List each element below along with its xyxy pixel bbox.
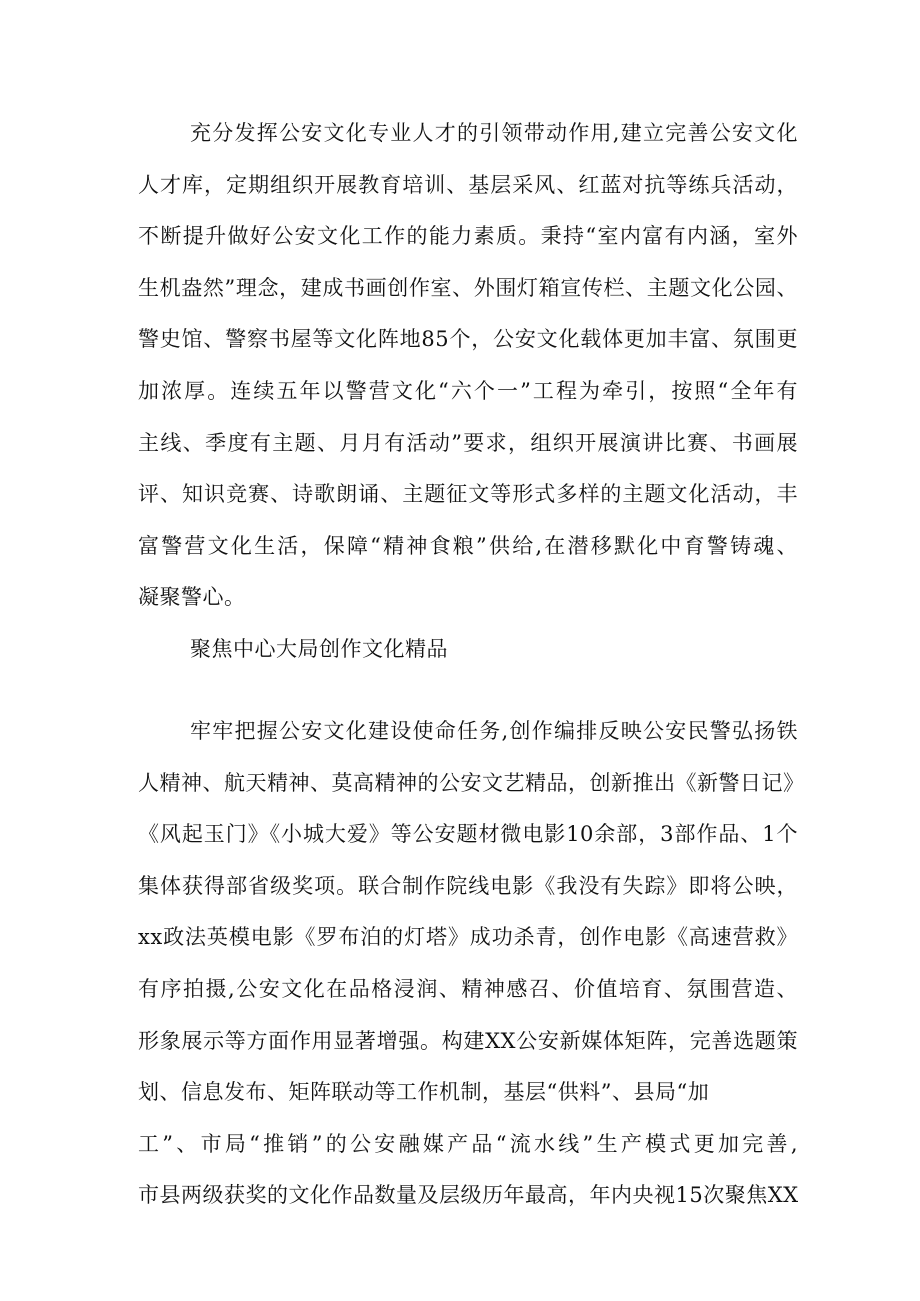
paragraph-line: 主线、季度有主题、月月有活动”要求，组织开展演讲比赛、书画展 — [138, 430, 798, 455]
paragraph-2 — [138, 706, 805, 1222]
paragraph-line: 警史馆、警察书屋等文化阵地85个，公安文化载体更加丰富、氛围更 — [138, 327, 798, 352]
section-heading: 聚焦中心大局创作文化精品 — [190, 637, 448, 661]
paragraph-line: 人才库，定期组织开展教育培训、基层采风、红蓝对抗等练兵活动， — [138, 172, 798, 197]
paragraph-line: 市县两级获奖的文化作品数量及层级历年最高，年内央视15次聚焦XX — [138, 1183, 799, 1208]
paragraph-line: 划、信息发布、矩阵联动等工作机制，基层“供料”、县局“加 — [138, 1080, 710, 1105]
paragraph-line: 生机盎然”理念，建成书画创作室、外围灯箱宣传栏、主题文化公园、 — [138, 275, 798, 300]
paragraph-line: 《风起玉门》《小城大爱》等公安题材微电影10余部，3部作品、1个 — [138, 822, 798, 847]
paragraph-line: 富警营文化生活，保障“精神食粮”供给,在潜移默化中育警铸魂、 — [138, 533, 798, 558]
paragraph-line: 凝聚警心。 — [138, 585, 246, 610]
paragraph-line: 工”、市局“推销”的公安融媒产品“流水线”生产模式更加完善, — [138, 1131, 798, 1156]
paragraph-line: 加浓厚。连续五年以警营文化“六个一”工程为牵引，按照“全年有 — [138, 378, 798, 403]
paragraph-1 — [138, 108, 798, 624]
paragraph-line: 形象展示等方面作用显著增强。构建XX公安新媒体矩阵，完善选题策 — [138, 1028, 798, 1053]
paragraph-line: 集体获得部省级奖项。联合制作院线电影《我没有失踪》即将公映， — [138, 873, 798, 898]
paragraph-line: 充分发挥公安文化专业人才的引领带动作用,建立完善公安文化 — [190, 121, 798, 145]
paragraph-line: 不断提升做好公安文化工作的能力素质。秉持“室内富有内涵，室外 — [138, 224, 798, 249]
paragraph-line: 有序拍摄,公安文化在品格浸润、精神感召、价值培育、氛围营造、 — [138, 976, 798, 1001]
paragraph-line: 人精神、航天精神、莫高精神的公安文艺精品，创新推出《新警日记》 — [138, 770, 805, 795]
paragraph-line: 牢牢把握公安文化建设使命任务,创作编排反映公安民警弘扬铁 — [190, 719, 798, 743]
paragraph-line: xx政法英模电影《罗布泊的灯塔》成功杀青，创作电影《高速营救》 — [138, 925, 798, 950]
paragraph-line: 评、知识竞赛、诗歌朗诵、主题征文等形式多样的主题文化活动，丰 — [138, 482, 798, 507]
